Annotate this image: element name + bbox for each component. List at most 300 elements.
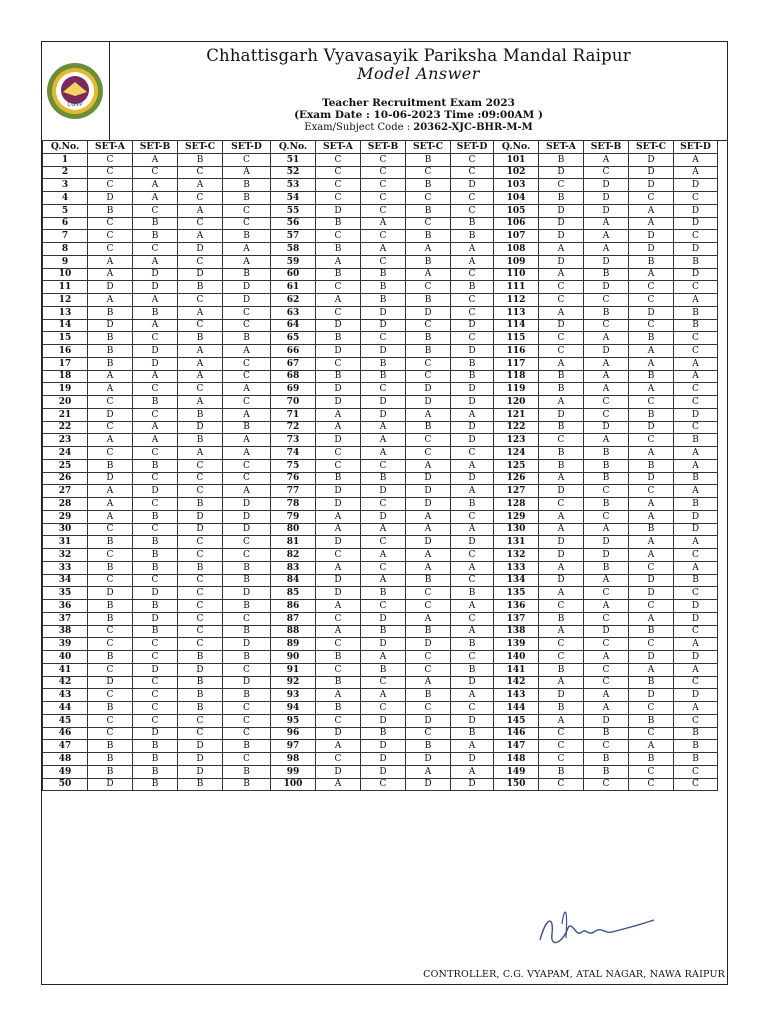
question-number: 88 (271, 625, 316, 638)
answer-cell: C (88, 574, 133, 587)
question-number: 83 (271, 561, 316, 574)
answer-cell: B (584, 459, 629, 472)
answer-cell: A (88, 294, 133, 307)
answer-cell: A (178, 370, 223, 383)
answer-cell: D (178, 765, 223, 778)
answer-cell: C (629, 485, 674, 498)
answer-cell: C (584, 612, 629, 625)
answer-cell: C (629, 434, 674, 447)
table-row (43, 574, 718, 587)
question-number: 114 (494, 319, 539, 332)
answer-cell: B (539, 663, 584, 676)
answer-cell: B (539, 702, 584, 715)
question-number: 75 (271, 459, 316, 472)
answer-cell: D (88, 192, 133, 205)
answer-cell: C (88, 421, 133, 434)
answer-cell: B (539, 153, 584, 166)
answer-cell: D (88, 676, 133, 689)
answer-cell: D (406, 472, 451, 485)
question-number: 137 (494, 612, 539, 625)
answer-cell: A (539, 523, 584, 536)
answer-cell: B (88, 332, 133, 345)
answer-cell: D (674, 600, 718, 613)
answer-cell: C (539, 345, 584, 358)
answer-cell: D (629, 166, 674, 179)
answer-cell: C (539, 332, 584, 345)
table-row (43, 676, 718, 689)
answer-cell: C (133, 472, 178, 485)
answer-cell: C (674, 714, 718, 727)
answer-cell: A (539, 561, 584, 574)
answer-cell: A (361, 523, 406, 536)
answer-cell: C (223, 459, 271, 472)
answer-cell: C (133, 523, 178, 536)
question-number: 102 (494, 166, 539, 179)
answer-cell: B (88, 765, 133, 778)
answer-cell: C (406, 370, 451, 383)
answer-cell: C (316, 230, 361, 243)
answer-cell: D (361, 485, 406, 498)
question-number: 45 (43, 714, 88, 727)
answer-cell: C (361, 153, 406, 166)
answer-cell: C (88, 638, 133, 651)
question-number: 72 (271, 421, 316, 434)
answer-cell: C (88, 217, 133, 230)
answer-cell: B (133, 510, 178, 523)
answer-cell: C (316, 714, 361, 727)
question-number: 115 (494, 332, 539, 345)
answer-cell: C (584, 663, 629, 676)
answer-cell: C (88, 625, 133, 638)
question-number: 49 (43, 765, 88, 778)
answer-cell: A (584, 523, 629, 536)
answer-cell: C (674, 421, 718, 434)
answer-cell: D (629, 689, 674, 702)
table-row (43, 714, 718, 727)
answer-cell: D (629, 574, 674, 587)
answer-cell: B (316, 370, 361, 383)
answer-cell: B (674, 753, 718, 766)
answer-cell: D (451, 179, 494, 192)
answer-cell: D (406, 383, 451, 396)
question-number: 119 (494, 383, 539, 396)
answer-cell: A (629, 510, 674, 523)
answer-cell: D (584, 179, 629, 192)
answer-cell: D (316, 727, 361, 740)
question-number: 109 (494, 255, 539, 268)
answer-cell: D (133, 268, 178, 281)
question-number: 54 (271, 192, 316, 205)
organization-name: Chhattisgarh Vyavasayik Pariksha Mandal Raipur (206, 46, 631, 65)
answer-cell: A (316, 625, 361, 638)
column-header-set-c: SET-C (406, 141, 451, 154)
answer-cell: A (223, 434, 271, 447)
answer-cell: D (88, 408, 133, 421)
answer-cell: C (451, 702, 494, 715)
answer-cell: C (629, 192, 674, 205)
answer-cell: A (133, 294, 178, 307)
answer-cell: A (316, 255, 361, 268)
answer-cell: C (133, 243, 178, 256)
answer-cell: C (674, 778, 718, 791)
answer-cell: A (629, 204, 674, 217)
answer-cell: A (674, 447, 718, 460)
question-number: 92 (271, 676, 316, 689)
answer-cell: C (223, 306, 271, 319)
question-number: 121 (494, 408, 539, 421)
table-row (43, 727, 718, 740)
answer-cell: A (361, 434, 406, 447)
answer-cell: C (178, 574, 223, 587)
answer-cell: B (178, 651, 223, 664)
answer-cell: D (584, 421, 629, 434)
answer-cell: D (361, 765, 406, 778)
answer-cell: C (361, 498, 406, 511)
answer-cell: D (674, 651, 718, 664)
answer-cell: D (133, 357, 178, 370)
answer-cell: B (451, 663, 494, 676)
answer-cell: A (406, 676, 451, 689)
table-row (43, 281, 718, 294)
answer-cell: D (316, 485, 361, 498)
question-number: 130 (494, 523, 539, 536)
answer-cell: C (629, 600, 674, 613)
answer-cell: D (316, 587, 361, 600)
answer-cell: A (451, 561, 494, 574)
answer-cell: A (361, 447, 406, 460)
answer-cell: C (223, 753, 271, 766)
table-row (43, 255, 718, 268)
question-number: 106 (494, 217, 539, 230)
answer-cell: B (539, 765, 584, 778)
question-number: 59 (271, 255, 316, 268)
answer-cell: D (629, 587, 674, 600)
question-number: 35 (43, 587, 88, 600)
answer-cell: A (316, 740, 361, 753)
table-row (43, 396, 718, 409)
answer-cell: B (629, 753, 674, 766)
question-number: 118 (494, 370, 539, 383)
answer-cell: C (361, 561, 406, 574)
answer-cell: C (584, 510, 629, 523)
question-number: 77 (271, 485, 316, 498)
answer-cell: A (451, 740, 494, 753)
answer-cell: C (316, 612, 361, 625)
answer-cell: C (316, 638, 361, 651)
answer-cell: A (451, 459, 494, 472)
question-number: 53 (271, 179, 316, 192)
table-row (43, 765, 718, 778)
answer-cell: D (539, 217, 584, 230)
answer-cell: B (88, 612, 133, 625)
answer-cell: A (584, 651, 629, 664)
answer-cell: D (451, 536, 494, 549)
answer-cell: D (133, 587, 178, 600)
answer-cell: C (316, 306, 361, 319)
answer-cell: B (88, 357, 133, 370)
answer-cell: D (674, 204, 718, 217)
answer-cell: B (674, 498, 718, 511)
answer-cell: C (406, 217, 451, 230)
question-number: 57 (271, 230, 316, 243)
answer-cell: D (629, 179, 674, 192)
question-number: 36 (43, 600, 88, 613)
table-row (43, 243, 718, 256)
question-number: 90 (271, 651, 316, 664)
answer-cell: C (539, 281, 584, 294)
table-row (43, 536, 718, 549)
footer (42, 892, 727, 984)
answer-cell: D (406, 485, 451, 498)
table-row (43, 663, 718, 676)
answer-cell: C (674, 281, 718, 294)
question-number: 58 (271, 243, 316, 256)
question-number: 15 (43, 332, 88, 345)
answer-cell: B (406, 689, 451, 702)
answer-cell: A (406, 549, 451, 562)
answer-cell: B (361, 281, 406, 294)
answer-cell: B (584, 472, 629, 485)
question-number: 141 (494, 663, 539, 676)
answer-cell: D (223, 638, 271, 651)
answer-cell: C (406, 166, 451, 179)
answer-cell: A (223, 345, 271, 358)
answer-cell: B (178, 676, 223, 689)
answer-cell: A (539, 243, 584, 256)
answer-cell: C (178, 587, 223, 600)
question-number: 127 (494, 485, 539, 498)
question-number: 97 (271, 740, 316, 753)
answer-cell: D (316, 498, 361, 511)
answer-cell: D (674, 510, 718, 523)
answer-cell: D (406, 396, 451, 409)
answer-cell: B (316, 651, 361, 664)
answer-cell: A (584, 383, 629, 396)
question-number: 147 (494, 740, 539, 753)
answer-cell: A (88, 255, 133, 268)
answer-cell: C (178, 714, 223, 727)
question-number: 6 (43, 217, 88, 230)
answer-cell: D (88, 281, 133, 294)
answer-cell: C (178, 166, 223, 179)
answer-cell: C (584, 294, 629, 307)
answer-cell: B (133, 753, 178, 766)
answer-cell: C (133, 383, 178, 396)
answer-cell: A (223, 243, 271, 256)
answer-cell: A (584, 434, 629, 447)
column-header-qno: Q.No. (494, 141, 539, 154)
answer-cell: B (451, 498, 494, 511)
exam-name: Teacher Recruitment Exam 2023 (322, 97, 515, 109)
question-number: 145 (494, 714, 539, 727)
answer-cell: C (178, 625, 223, 638)
answer-cell: A (584, 370, 629, 383)
question-number: 86 (271, 600, 316, 613)
answer-cell: D (223, 281, 271, 294)
answer-cell: B (223, 600, 271, 613)
question-number: 48 (43, 753, 88, 766)
answer-cell: A (674, 561, 718, 574)
answer-cell: B (223, 230, 271, 243)
answer-cell: C (361, 778, 406, 791)
question-number: 99 (271, 765, 316, 778)
answer-cell: B (451, 587, 494, 600)
answer-cell: D (539, 408, 584, 421)
question-number: 76 (271, 472, 316, 485)
answer-cell: B (316, 217, 361, 230)
answer-cell: C (361, 600, 406, 613)
answer-cell: A (629, 345, 674, 358)
answer-cell: D (539, 549, 584, 562)
answer-cell: A (316, 421, 361, 434)
answer-cell: C (539, 651, 584, 664)
answer-cell: C (133, 447, 178, 460)
answer-cell: B (223, 778, 271, 791)
answer-cell: A (406, 523, 451, 536)
answer-cell: D (361, 408, 406, 421)
answer-cell: B (629, 332, 674, 345)
answer-cell: A (88, 485, 133, 498)
table-row (43, 702, 718, 715)
answer-cell: A (88, 383, 133, 396)
question-number: 128 (494, 498, 539, 511)
answer-cell: C (406, 587, 451, 600)
question-number: 87 (271, 612, 316, 625)
code-label: Exam/Subject Code : (304, 122, 414, 133)
answer-cell: A (451, 408, 494, 421)
answer-cell: C (178, 294, 223, 307)
answer-cell: B (584, 268, 629, 281)
answer-cell: C (178, 383, 223, 396)
question-number: 93 (271, 689, 316, 702)
answer-cell: D (584, 192, 629, 205)
answer-cell: C (361, 204, 406, 217)
question-number: 9 (43, 255, 88, 268)
board-logo-icon (46, 62, 104, 120)
column-header-set-a: SET-A (539, 141, 584, 154)
answer-cell: B (406, 255, 451, 268)
answer-cell: C (223, 357, 271, 370)
answer-cell: C (178, 319, 223, 332)
question-number: 148 (494, 753, 539, 766)
question-number: 27 (43, 485, 88, 498)
answer-cell: D (451, 753, 494, 766)
answer-cell: C (674, 192, 718, 205)
answer-cell: C (88, 243, 133, 256)
question-number: 28 (43, 498, 88, 511)
answer-cell: B (223, 332, 271, 345)
answer-cell: A (674, 702, 718, 715)
question-number: 22 (43, 421, 88, 434)
answer-cell: D (316, 319, 361, 332)
answer-cell: C (178, 485, 223, 498)
question-number: 29 (43, 510, 88, 523)
answer-cell: C (629, 765, 674, 778)
answer-cell: B (406, 294, 451, 307)
question-number: 31 (43, 536, 88, 549)
answer-cell: B (133, 740, 178, 753)
answer-cell: D (133, 485, 178, 498)
question-number: 104 (494, 192, 539, 205)
table-row (43, 370, 718, 383)
answer-cell: A (361, 421, 406, 434)
answer-cell: C (88, 689, 133, 702)
answer-cell: D (674, 217, 718, 230)
answer-cell: A (584, 230, 629, 243)
answer-cell: A (539, 714, 584, 727)
answer-cell: B (539, 370, 584, 383)
answer-cell: B (223, 192, 271, 205)
question-number: 136 (494, 600, 539, 613)
answer-cell: A (316, 523, 361, 536)
answer-cell: A (223, 166, 271, 179)
question-number: 85 (271, 587, 316, 600)
answer-cell: D (133, 345, 178, 358)
answer-cell: D (584, 549, 629, 562)
answer-cell: C (133, 638, 178, 651)
column-header-set-b: SET-B (584, 141, 629, 154)
answer-cell: B (451, 370, 494, 383)
answer-cell: B (674, 740, 718, 753)
answer-cell: D (223, 676, 271, 689)
answer-cell: B (406, 153, 451, 166)
answer-cell: C (406, 192, 451, 205)
answer-cell: B (88, 459, 133, 472)
answer-cell: D (674, 179, 718, 192)
answer-cell: B (584, 765, 629, 778)
answer-cell: C (451, 153, 494, 166)
answer-cell: C (133, 676, 178, 689)
answer-cell: D (361, 510, 406, 523)
question-number: 124 (494, 447, 539, 460)
answer-cell: D (223, 523, 271, 536)
table-row (43, 179, 718, 192)
question-number: 138 (494, 625, 539, 638)
answer-cell: D (451, 714, 494, 727)
table-row (43, 740, 718, 753)
answer-cell: A (629, 447, 674, 460)
question-number: 23 (43, 434, 88, 447)
answer-cell: C (584, 166, 629, 179)
table-row (43, 153, 718, 166)
answer-cell: B (451, 217, 494, 230)
answer-cell: B (629, 459, 674, 472)
answer-cell: A (133, 434, 178, 447)
table-row (43, 459, 718, 472)
question-number: 38 (43, 625, 88, 638)
answer-cell: A (451, 689, 494, 702)
answer-cell: B (674, 255, 718, 268)
answer-cell: D (316, 765, 361, 778)
answer-cell: B (451, 638, 494, 651)
table-row (43, 447, 718, 460)
answer-cell: D (88, 587, 133, 600)
answer-cell: D (361, 638, 406, 651)
question-number: 4 (43, 192, 88, 205)
answer-cell: D (223, 587, 271, 600)
answer-cell: C (629, 319, 674, 332)
answer-cell: A (451, 765, 494, 778)
answer-cell: B (133, 600, 178, 613)
answer-cell: D (674, 689, 718, 702)
answer-cell: C (674, 549, 718, 562)
exam-subject-code (110, 122, 727, 133)
answer-cell: C (133, 702, 178, 715)
answer-cell: D (451, 676, 494, 689)
answer-cell: C (629, 281, 674, 294)
answer-cell: D (451, 778, 494, 791)
answer-cell: B (674, 472, 718, 485)
